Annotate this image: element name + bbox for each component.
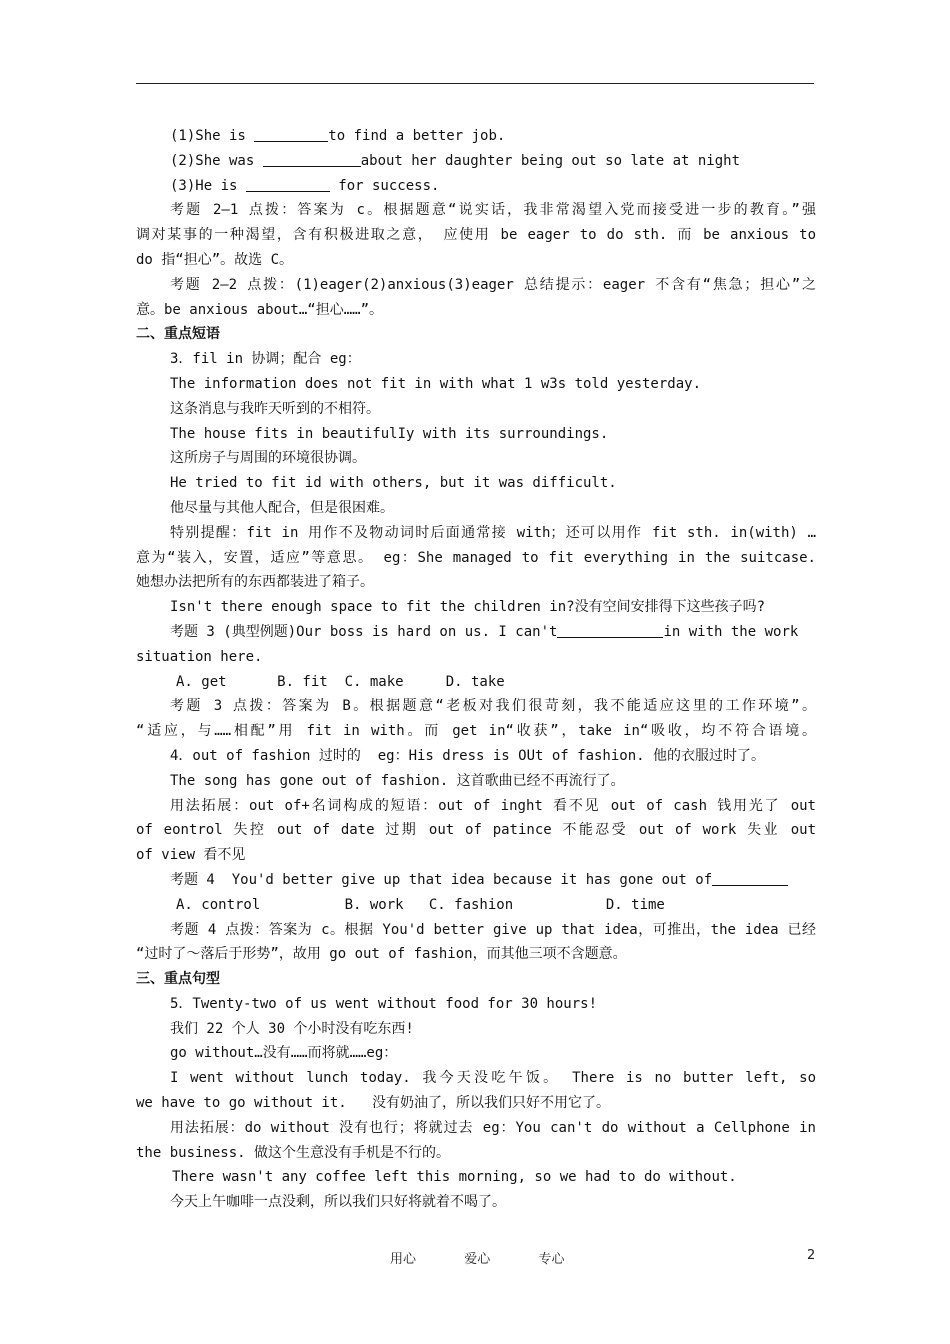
line-text: about her daughter being out so late at night: [360, 152, 741, 169]
text-line: A. get B. fit C. make D. take: [176, 673, 505, 690]
header-rule: [136, 83, 814, 84]
text-line: 考题 4 点拨：答案为 c。根据 You'd better give up that idea，可推出，the idea 已经: [170, 921, 816, 938]
answer-blank: [712, 871, 788, 886]
text-line: do 指“担心”。故选 C。: [136, 251, 294, 268]
text-line: 考题 2—2 点拨：(1)eager(2)anxious(3)eager 总结提示：eager 不含有“焦急；担心”之: [170, 276, 816, 293]
page-number: 2: [807, 1248, 816, 1263]
text-line: I went without lunch today. 我今天没吃午饭。 There is no butter left, so: [170, 1070, 816, 1087]
answer-blank: [254, 127, 328, 142]
text-line: 今天上午咖啡一点没剩，所以我们只好将就着不喝了。: [170, 1194, 506, 1211]
text-line: of eontrol 失控 out of date 过期 out of patince 不能忍受 out of work 失业 out: [136, 822, 816, 839]
text-line: There wasn't any coffee left this morning, so we had to do without.: [172, 1169, 737, 1186]
text-line: He tried to fit id with others, but it was difficult.: [170, 475, 617, 492]
text-line: [136, 124, 816, 149]
answer-blank: [246, 177, 330, 192]
line-text: to find a better job.: [328, 128, 506, 144]
text-line: 考题 3 点拨：答案为 B。根据题意“老板对我们很苛刻，我不能适应这里的工作环境”。: [170, 698, 816, 715]
text-line: [136, 868, 816, 893]
line-text: 考题 4 You'd better give up that idea because it has gone out of: [170, 871, 713, 888]
text-line: situation here.: [136, 648, 263, 665]
text-line: 考题 2—1 点拨：答案为 c。根据题意“说实话，我非常渴望入党而接受进一步的教育。”强: [170, 202, 816, 219]
line-text: in with the work: [663, 623, 799, 640]
text-line: we have to go without it. 没有奶油了，所以我们只好不用它了。: [136, 1095, 611, 1112]
text-line: 这条消息与我昨天听到的不相符。: [170, 400, 380, 417]
text-line: 他尽量与其他人配合，但是很困难。: [170, 499, 394, 516]
document-body: [136, 124, 816, 1215]
text-line: Isn't there enough space to fit the children in?没有空间安排得下这些孩子吗?: [170, 599, 766, 616]
text-line: the business. 做这个生意没有手机是不行的。: [136, 1144, 451, 1161]
section-heading: 三、重点句型: [136, 971, 220, 988]
text-line: A. control B. work C. fashion D. time: [176, 896, 665, 913]
text-line: The information does not fit in with what 1 w3s told yesterday.: [170, 375, 702, 392]
text-line: 用法拓展：do without 没有也行；将就过去 eg：You can't do without a Cellphone in: [170, 1119, 816, 1136]
line-text: 考题 3 (典型例题)Our boss is hard on us. I can't: [170, 623, 558, 640]
text-line: 她想办法把所有的东西都装进了箱子。: [136, 574, 374, 591]
text-line: [136, 620, 816, 645]
text-line: “适应，与……相配”用 fit in with。而 get in“收获”，take in“吸收，均不符合语境。: [136, 723, 816, 740]
text-line: [136, 149, 816, 174]
text-line: 特别提醒：fit in 用作不及物动词时后面通常接 with；还可以用作 fit sth. in(with) …: [170, 524, 816, 541]
text-line: “过时了～落后于形势”，故用 go out of fashion，而其他三项不含题意。: [136, 946, 627, 963]
text-line: 这所房子与周围的环境很协调。: [170, 450, 366, 467]
text-line: of view 看不见: [136, 847, 246, 864]
text-line: The house fits in beautifulIy with its surroundings.: [170, 425, 609, 442]
line-text: (3)He is: [170, 177, 246, 194]
text-line: 4．out of fashion 过时的 eg：His dress is OUt of fashion. 他的衣服过时了。: [170, 747, 766, 764]
section-heading: 二、重点短语: [136, 326, 220, 343]
text-line: 我们 22 个人 30 个小时没有吃东西!: [170, 1020, 414, 1037]
text-line: go without…没有……而将就……eg：: [170, 1045, 398, 1062]
text-line: The song has gone out of fashion. 这首歌曲已经不再流行了。: [170, 772, 625, 789]
text-line: 3．fil in 协调；配合 eg：: [170, 351, 361, 368]
text-line: 意。be anxious about…“担心……”。: [136, 301, 384, 318]
line-text: (2)She was: [170, 152, 263, 169]
text-line: 调对某事的一种渴望，含有积极进取之意， 应使用 be eager to do sth. 而 be anxious to: [136, 227, 816, 244]
answer-blank: [557, 623, 663, 638]
text-line: 意为“装入，安置，适应”等意思。 eg：She managed to fit everything in the suitcase.: [136, 549, 816, 566]
line-text: (1)She is: [170, 128, 255, 144]
line-text: for success.: [329, 177, 440, 194]
footer-motto: 用心 爱心 专心: [390, 1252, 565, 1267]
text-line: 用法拓展：out of+名词构成的短语：out of inght 看不见 out of cash 钱用光了 out: [170, 797, 816, 814]
text-line: 5．Twenty-two of us went without food for 30 hours!: [170, 995, 598, 1012]
text-line: [136, 174, 816, 199]
answer-blank: [263, 152, 361, 167]
